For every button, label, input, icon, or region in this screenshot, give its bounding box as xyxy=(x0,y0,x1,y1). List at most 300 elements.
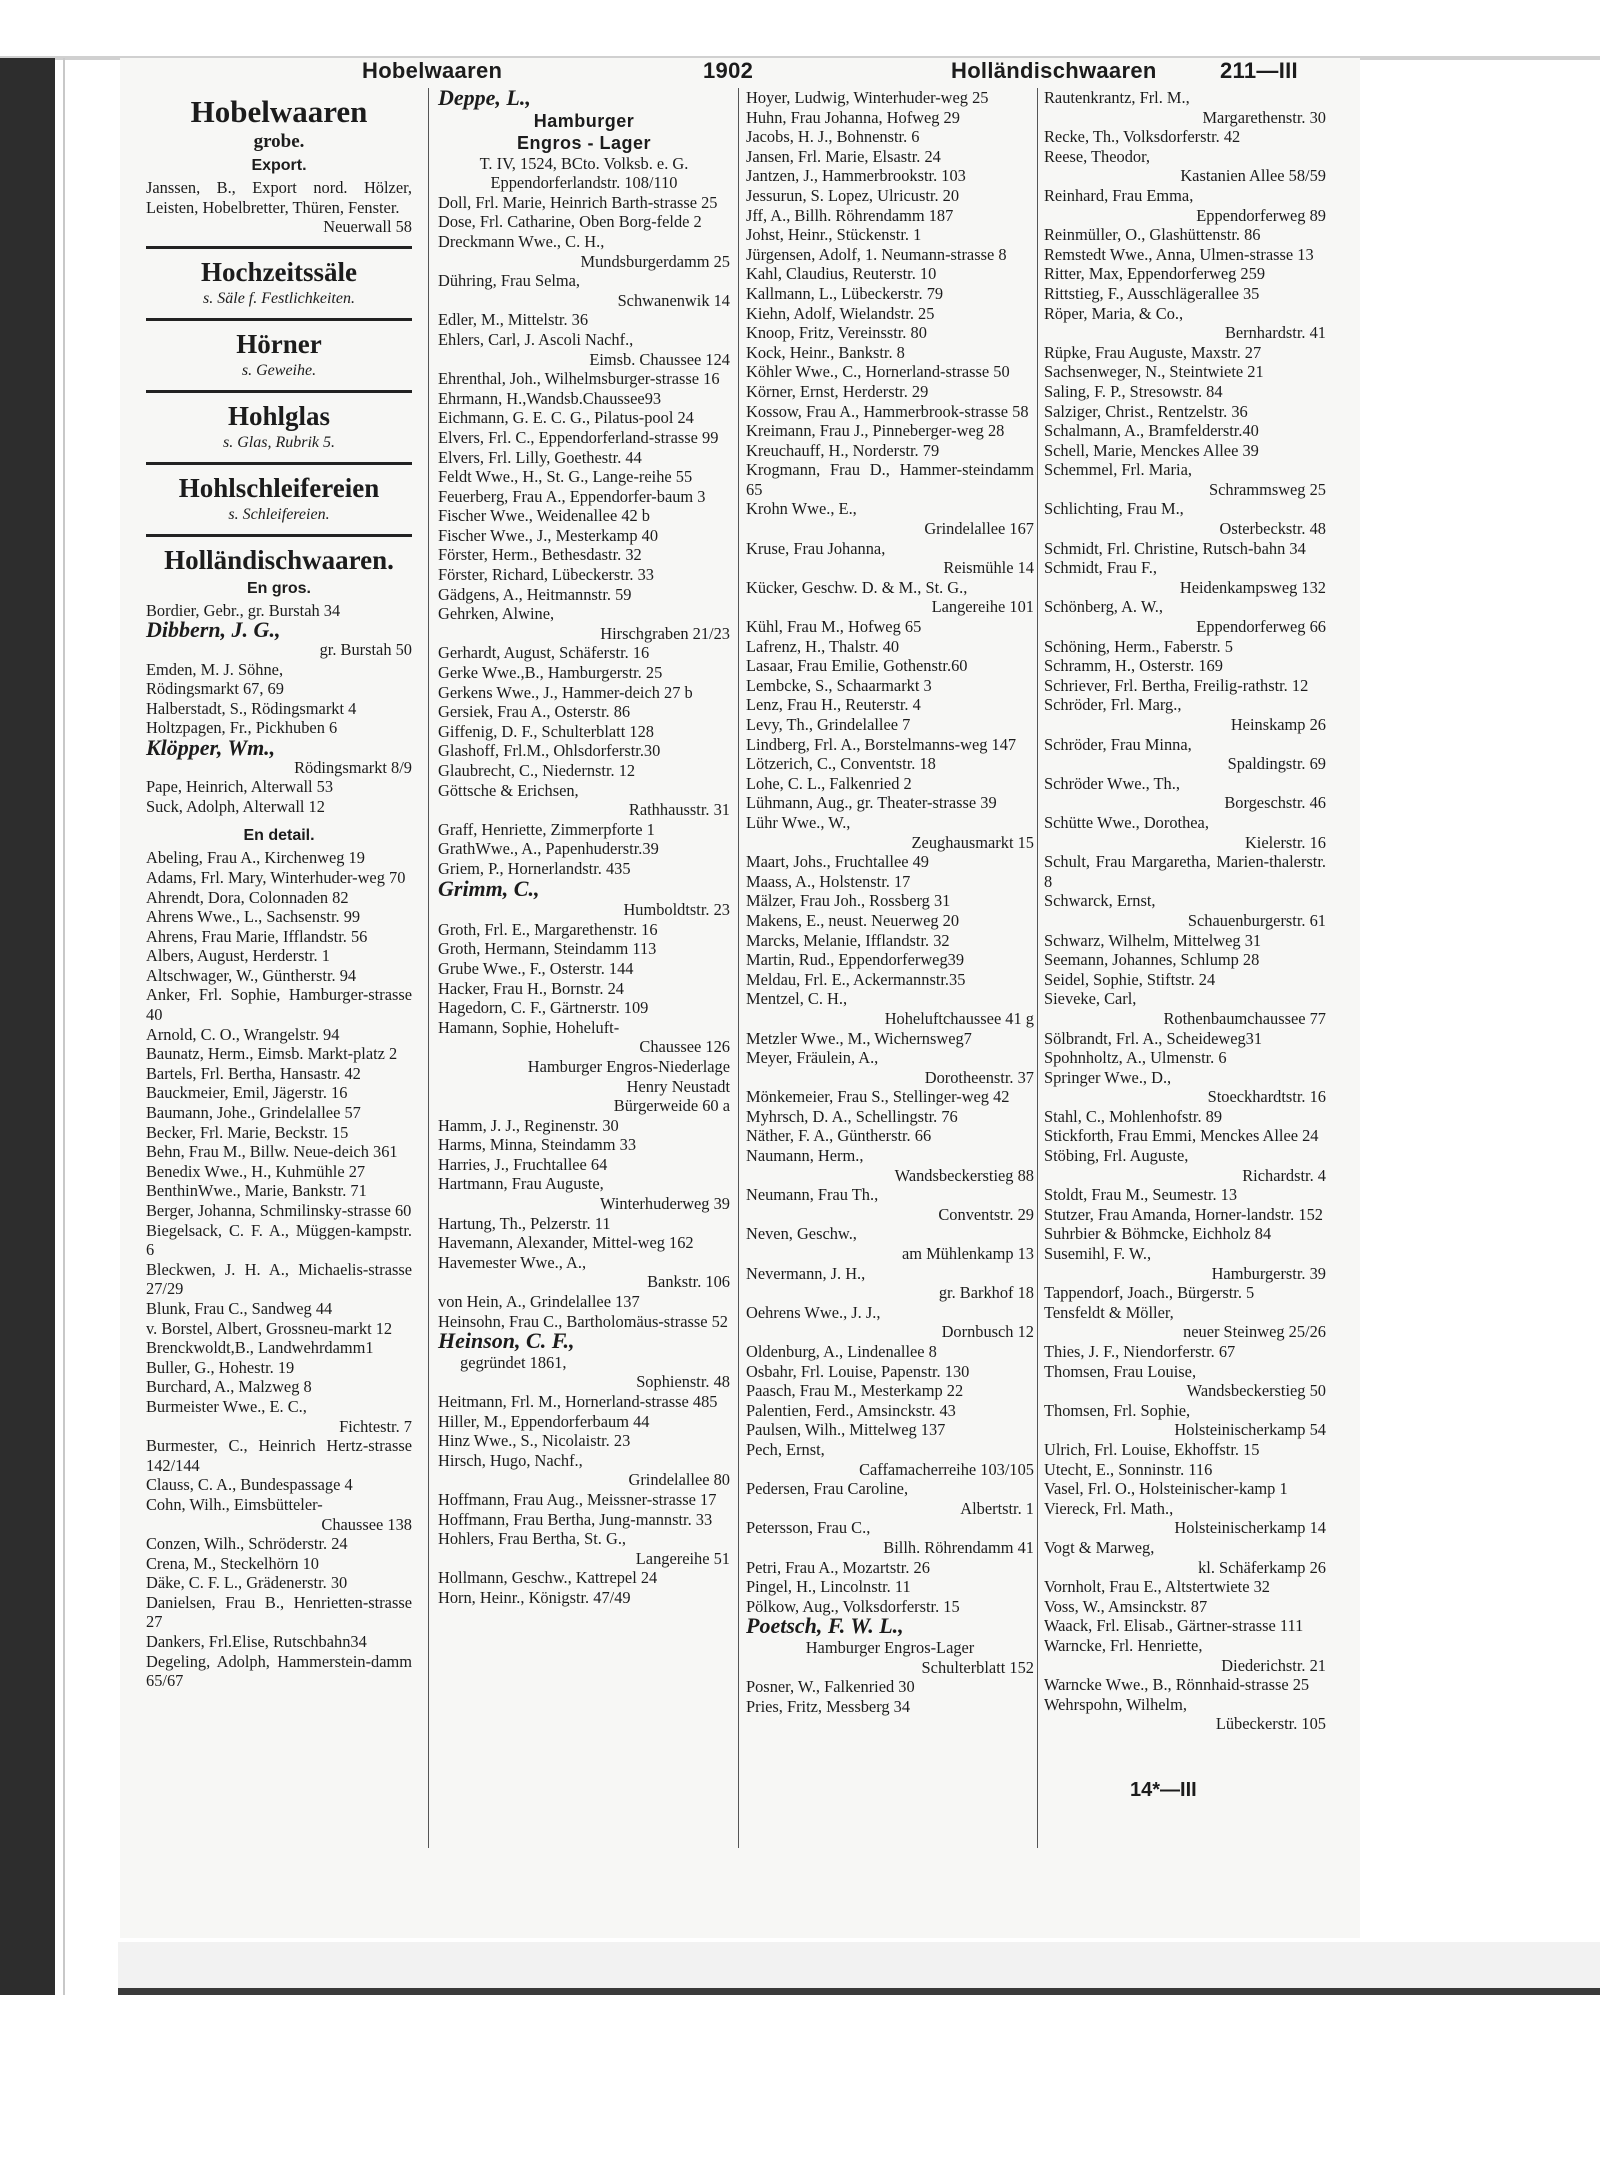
list-item: Waack, Frl. Elisab., Gärtner-strasse 111 xyxy=(1044,1616,1304,1636)
running-head-year: 1902 xyxy=(703,58,754,83)
list-item: Hohlers, Frau Bertha, St. G., xyxy=(438,1529,627,1549)
running-head-right: Holländischwaaren xyxy=(951,58,1157,83)
list-item: gr. Burstah 50 xyxy=(319,639,412,659)
list-item: Kallmann, L., Lübeckerstr. 79 xyxy=(746,283,944,303)
list-item: Spaldingstr. 69 xyxy=(1227,754,1326,774)
list-item: Hamm, J. J., Reginenstr. 30 xyxy=(438,1115,619,1135)
list-item: Baumann, Johe., Grindelallee 57 xyxy=(146,1103,361,1123)
list-item: Reese, Theodor, xyxy=(1044,146,1151,166)
advertiser-name: Grimm, C., xyxy=(438,875,540,901)
list-item: Giffenig, D. F., Schulterblatt 128 xyxy=(438,721,654,741)
list-item: Jacobs, H. J., Bohnenstr. 6 xyxy=(746,127,920,147)
list-item: Blunk, Frau C., Sandweg 44 xyxy=(146,1298,333,1318)
list-item: Crena, M., Steckelhörn 10 xyxy=(146,1553,319,1573)
list-item: Pech, Ernst, xyxy=(746,1439,825,1459)
list-item: Holsteinischerkamp 54 xyxy=(1174,1420,1326,1440)
list-item: Glaubrecht, C., Niedernstr. 12 xyxy=(438,761,636,780)
list-item: Osbahr, Frl. Louise, Papenstr. 130 xyxy=(746,1361,970,1381)
list-item: Mentzel, C. H., xyxy=(746,989,848,1009)
list-item: Elvers, Frl. Lilly, Goethestr. 44 xyxy=(438,447,642,467)
list-item: Rüpke, Frau Auguste, Maxstr. 27 xyxy=(1044,342,1262,362)
list-item: Lenz, Frau H., Reuterstr. 4 xyxy=(746,695,921,715)
list-item: neuer Steinweg 25/26 xyxy=(1183,1322,1326,1342)
list-item: Feldt Wwe., H., St. G., Lange-reihe 55 xyxy=(438,467,693,487)
list-item: Fischer Wwe., J., Mesterkamp 40 xyxy=(438,525,659,545)
list-item: Schwarz, Wilhelm, Mittelweg 31 xyxy=(1044,930,1262,950)
list-item: Meyer, Fräulein, A., xyxy=(746,1048,879,1068)
list-item: Ahrens Wwe., L., Sachsenstr. 99 xyxy=(146,907,361,927)
list-item: Abeling, Frau A., Kirchenweg 19 xyxy=(146,848,365,868)
list-item: Halberstadt, S., Rödingsmarkt 4 xyxy=(146,698,357,718)
list-item: GrathWwe., A., Papenhuderstr.39 xyxy=(438,839,659,859)
list-item: Knoop, Fritz, Vereinsstr. 80 xyxy=(746,323,927,343)
list-item: Harries, J., Fruchtallee 64 xyxy=(438,1154,608,1174)
section-label: Export. xyxy=(251,157,307,174)
list-item: Suhrbier & Böhmcke, Eichholz 84 xyxy=(1044,1224,1272,1244)
list-item: Lühr Wwe., W., xyxy=(746,812,851,832)
list-item: Pingel, H., Lincolnstr. 11 xyxy=(746,1577,911,1597)
list-item: Stöbing, Frl. Auguste, xyxy=(1044,1146,1189,1166)
list-item: Vogt & Marweg, xyxy=(1044,1537,1155,1557)
list-item: Griem, P., Hornerlandstr. 435 xyxy=(438,858,631,878)
entry-list xyxy=(438,1392,730,1608)
list-item: Naumann, Herm., xyxy=(746,1146,864,1166)
list-item: Danielsen, Frau B., Henrietten-strasse 27 xyxy=(146,1592,412,1632)
scan-bottom-strip xyxy=(118,1942,1600,1992)
list-item: Stahl, C., Mohlenhofstr. 89 xyxy=(1044,1106,1223,1126)
list-item: Marcks, Melanie, Ifflandstr. 32 xyxy=(746,930,950,950)
list-item: Rathhausstr. 31 xyxy=(628,800,730,820)
list-item: Holtzpagen, Fr., Pickhuben 6 xyxy=(146,718,338,738)
list-item: Bernhardstr. 41 xyxy=(1224,323,1326,343)
list-item: Eimsb. Chaussee 124 xyxy=(589,349,730,369)
list-item: Hamburger Engros-Niederlage xyxy=(527,1056,730,1076)
column-rule xyxy=(428,88,429,1848)
list-item: am Mühlenkamp 13 xyxy=(901,1244,1034,1264)
list-item: Havemann, Alexander, Mittel-weg 162 xyxy=(438,1233,694,1253)
list-item: Schwanenwik 14 xyxy=(617,290,730,310)
list-item: Krogmann, Frau D., Hammer-steindamm 65 xyxy=(746,460,1034,499)
list-item: Voss, W., Amsinckstr. 87 xyxy=(1044,1596,1208,1616)
list-item-address: Eppendorferlandstr. 108/110 xyxy=(490,173,678,193)
list-item: Ahrendt, Dora, Colonnaden 82 xyxy=(146,887,349,907)
list-item: Paasch, Frau M., Mesterkamp 22 xyxy=(746,1381,964,1401)
list-item: Oldenburg, A., Lindenallee 8 xyxy=(746,1342,937,1361)
list-item: Adams, Frl. Mary, Winterhuder-weg 70 xyxy=(146,867,406,887)
list-item: Jff, A., Billh. Röhrendamm 187 xyxy=(746,205,954,225)
list-item: Klöpper, Wm., xyxy=(146,734,276,760)
list-item: Rödingsmarkt 67, 69 xyxy=(146,679,284,699)
list-item-address: Humboldtstr. 23 xyxy=(623,900,730,920)
binding-gutter-line xyxy=(63,58,65,1995)
cross-reference: s. Säle f. Festlichkeiten. xyxy=(203,289,355,307)
list-item: Lohe, C. L., Falkenried 2 xyxy=(746,773,912,793)
list-item: Utecht, E., Sonninstr. 116 xyxy=(1044,1459,1213,1479)
list-item: Hoffmann, Frau Bertha, Jung-mannstr. 33 xyxy=(438,1509,713,1529)
list-item-address: Neuerwall 58 xyxy=(323,217,412,237)
list-item: Diederichstr. 21 xyxy=(1221,1655,1326,1675)
list-item: Stoeckhardtstr. 16 xyxy=(1207,1087,1326,1107)
list-item: Kruse, Frau Johanna, xyxy=(746,538,886,558)
list-item: Eppendorferweg 66 xyxy=(1196,617,1326,637)
list-item: Warncke Wwe., B., Rönnhaid-strasse 25 xyxy=(1044,1675,1310,1695)
page-number: 14*—III xyxy=(1130,1779,1197,1801)
list-item: Recke, Th., Volksdorferstr. 42 xyxy=(1044,127,1241,147)
list-item: Palentien, Ferd., Amsinckstr. 43 xyxy=(746,1400,956,1420)
section-heading: Holländischwaaren. xyxy=(164,544,394,575)
list-item: Wehrspohn, Wilhelm, xyxy=(1044,1694,1187,1714)
list-item: Kühl, Frau M., Hofweg 65 xyxy=(746,617,922,637)
list-item: Gersiek, Frau A., Osterstr. 86 xyxy=(438,702,631,722)
list-item: Benedix Wwe., H., Kuhmühle 27 xyxy=(146,1161,366,1181)
list-item: Levy, Th., Grindelallee 7 xyxy=(746,715,911,734)
list-item: Förster, Richard, Lübeckerstr. 33 xyxy=(438,565,655,585)
list-item: Vornholt, Frau E., Altstertwiete 32 xyxy=(1044,1577,1270,1597)
list-item: Burchard, A., Malzweg 8 xyxy=(146,1377,312,1397)
list-item: Bartels, Frl. Bertha, Hansastr. 42 xyxy=(146,1063,361,1083)
list-item: Däke, C. F. L., Grädenerstr. 30 xyxy=(146,1573,348,1593)
list-item: Schröder Wwe., Th., xyxy=(1044,773,1180,793)
list-item: gr. Barkhof 18 xyxy=(938,1283,1034,1303)
list-item: Thies, J. F., Niendorferstr. 67 xyxy=(1044,1342,1236,1361)
list-item: Fichtestr. 7 xyxy=(339,1416,412,1436)
list-item: Schröder, Frau Minna, xyxy=(1044,734,1192,754)
list-item: Ehlers, Carl, J. Ascoli Nachf., xyxy=(438,329,634,349)
list-item: Hamburgerstr. 39 xyxy=(1211,1263,1326,1283)
list-item: Chaussee 138 xyxy=(321,1514,412,1534)
list-item: Petri, Frau A., Mozartstr. 26 xyxy=(746,1557,930,1577)
list-item: Jessurun, S. Lopez, Ulricustr. 20 xyxy=(746,185,960,205)
engros-list xyxy=(146,601,412,817)
list-item: Groth, Frl. E., Margarethenstr. 16 xyxy=(438,919,658,939)
list-item: Kahl, Claudius, Reuterstr. 10 xyxy=(746,264,937,284)
list-item: Sieveke, Carl, xyxy=(1044,989,1137,1009)
list-item: Jantzen, J., Hammerbrookstr. 103 xyxy=(746,166,966,186)
list-item: Altschwager, W., Güntherstr. 94 xyxy=(146,965,357,985)
list-item: Feuerberg, Frau A., Eppendorfer-baum 3 xyxy=(438,486,706,506)
list-item: von Hein, A., Grindelallee 137 xyxy=(438,1292,640,1312)
list-item: Eppendorferweg 89 xyxy=(1196,205,1326,225)
entry-list xyxy=(746,1677,1034,1716)
list-item: Billh. Röhrendamm 41 xyxy=(883,1537,1034,1557)
section-label: En detail. xyxy=(243,827,315,845)
list-item: Graff, Henriette, Zimmerpforte 1 xyxy=(438,819,655,839)
list-item: Kock, Heinr., Bankstr. 8 xyxy=(746,342,905,362)
entry-list xyxy=(746,88,1034,1616)
list-item: Gehrken, Alwine, xyxy=(438,604,555,624)
list-item: Lühmann, Aug., gr. Theater-strasse 39 xyxy=(746,793,997,813)
list-item: Hinz Wwe., S., Nicolaistr. 23 xyxy=(438,1431,631,1451)
list-item: Holsteinischerkamp 14 xyxy=(1174,1518,1326,1538)
list-item: Richardstr. 4 xyxy=(1242,1165,1326,1185)
list-item: Berger, Johanna, Schmilinsky-strasse 60 xyxy=(146,1201,412,1220)
list-item: Hoheluftchaussee 41 g xyxy=(884,1008,1034,1028)
list-item: Meldau, Frl. E., Ackermannstr.35 xyxy=(746,969,966,989)
list-item: Langereihe 51 xyxy=(635,1548,730,1568)
list-item: Schell, Marie, Menckes Allee 39 xyxy=(1044,440,1259,460)
running-head-page: 211—III xyxy=(1220,58,1298,83)
column-2 xyxy=(438,85,730,1608)
list-item: Doll, Frl. Marie, Heinrich Barth-strasse 25 xyxy=(438,192,718,212)
list-item: Myhrsch, D. A., Schellingstr. 76 xyxy=(746,1106,958,1126)
list-item: Dornbusch 12 xyxy=(941,1322,1034,1342)
list-item-detail: T. IV, 1524, BCto. Volksb. e. G. xyxy=(479,153,689,173)
list-item: Grindelallee 167 xyxy=(924,519,1034,539)
list-item: Kossow, Frau A., Hammerbrook-strasse 58 xyxy=(746,401,1029,421)
list-item: Susemihl, F. W., xyxy=(1044,1244,1152,1264)
list-item: Harms, Minna, Steindamm 33 xyxy=(438,1135,637,1155)
section-divider xyxy=(146,534,412,537)
list-item: Schrammsweg 25 xyxy=(1209,479,1326,499)
list-item: Bürgerweide 60 a xyxy=(613,1096,730,1116)
list-item: Kastanien Allee 58/59 xyxy=(1180,166,1326,186)
list-item: Osterbeckstr. 48 xyxy=(1219,519,1326,539)
list-item: Schlichting, Frau M., xyxy=(1044,499,1184,519)
list-item: Schmidt, Frl. Christine, Rutsch-bahn 34 xyxy=(1044,538,1306,558)
list-item: Ritter, Max, Eppendorferweg 259 xyxy=(1044,264,1266,284)
column-1 xyxy=(146,88,412,1691)
list-item: Rautenkrantz, Frl. M., xyxy=(1044,88,1190,107)
list-item: Krohn Wwe., E., xyxy=(746,499,857,519)
advertiser-name: Heinson, C. F., xyxy=(438,1328,575,1354)
list-item: Tappendorf, Joach., Bürgerstr. 5 xyxy=(1044,1283,1255,1303)
detail-list xyxy=(146,848,412,1691)
list-item: Hiller, M., Eppendorferbaum 44 xyxy=(438,1411,650,1431)
list-item: Petersson, Frau C., xyxy=(746,1518,871,1538)
list-item: Kiehn, Adolf, Wielandstr. 25 xyxy=(746,303,935,323)
list-item: Wandsbeckerstieg 50 xyxy=(1186,1381,1326,1401)
section-heading: Hohlschleifereien xyxy=(178,472,380,503)
list-item: Gädgens, A., Heitmannstr. 59 xyxy=(438,584,632,604)
list-item: Jürgensen, Adolf, 1. Neumann-strasse 8 xyxy=(746,244,1007,264)
list-item: Bauckmeier, Emil, Jägerstr. 16 xyxy=(146,1083,348,1103)
list-item: Lafrenz, H., Thalstr. 40 xyxy=(746,636,900,656)
section-subheading: grobe. xyxy=(253,131,305,152)
list-item: Becker, Frl. Marie, Beckstr. 15 xyxy=(146,1122,349,1142)
list-item: Paulsen, Wilh., Mittelweg 137 xyxy=(746,1420,946,1440)
list-item: Förster, Herm., Bethesdastr. 32 xyxy=(438,545,642,565)
list-item: Stutzer, Frau Amanda, Horner-landstr. 152 xyxy=(1044,1204,1323,1224)
list-item: Lembcke, S., Schaarmarkt 3 xyxy=(746,675,932,695)
list-item: Mälzer, Frau Joh., Rossberg 31 xyxy=(746,891,951,911)
list-item: Makens, E., neust. Neuerweg 20 xyxy=(746,910,960,930)
list-item: Kreimann, Frau J., Pinneberger-weg 28 xyxy=(746,421,1005,441)
list-item: Caffamacherreihe 103/105 xyxy=(859,1459,1034,1479)
list-item: Sölbrandt, Frl. A., Scheideweg31 xyxy=(1044,1028,1263,1048)
list-item: Warncke, Frl. Henriette, xyxy=(1044,1635,1203,1655)
section-heading: Hobelwaaren xyxy=(190,94,368,129)
list-item: BenthinWwe., Marie, Bankstr. 71 xyxy=(146,1181,367,1201)
list-item: Burmester, C., Heinrich Hertz-strasse 142/144 xyxy=(146,1436,412,1475)
list-item: Hoffmann, Frau Aug., Meissner-strasse 17 xyxy=(438,1489,717,1509)
list-item: Schöning, Herm., Faberstr. 5 xyxy=(1044,636,1233,656)
list-item: Sachsenweger, N., Steintwiete 21 xyxy=(1044,362,1264,382)
list-item: Anker, Frl. Sophie, Hamburger-strasse 40 xyxy=(146,985,412,1025)
list-item: Chaussee 126 xyxy=(639,1037,730,1057)
list-item: Lindberg, Frl. A., Borstelmanns-weg 147 xyxy=(746,734,1017,754)
list-item: Stoldt, Frau M., Seumestr. 13 xyxy=(1044,1185,1238,1205)
list-item: Dreckmann Wwe., C. H., xyxy=(438,231,605,251)
list-item: Schult, Frau Margaretha, Marien-thalerstr. 8 xyxy=(1044,852,1326,891)
column-rule xyxy=(738,88,739,1848)
list-item: Grindelallee 80 xyxy=(628,1470,730,1490)
list-item: Dühring, Frau Selma, xyxy=(438,271,581,291)
list-item: Pape, Heinrich, Alterwall 53 xyxy=(146,777,334,797)
list-item-detail: gegründet 1861, xyxy=(460,1352,567,1372)
list-item: Maart, Johs., Fruchtallee 49 xyxy=(746,852,929,872)
list-item: Huhn, Frau Johanna, Hofweg 29 xyxy=(746,107,960,127)
list-item: Groth, Hermann, Steindamm 113 xyxy=(438,939,657,959)
list-item: Kücker, Geschw. D. & M., St. G., xyxy=(746,577,968,597)
list-item: Hacker, Frau H., Bornstr. 24 xyxy=(438,978,624,998)
list-item: Conzen, Wilh., Schröderstr. 24 xyxy=(146,1534,348,1554)
list-item: Baunatz, Herm., Eimsb. Markt-platz 2 xyxy=(146,1044,398,1064)
list-item: Clauss, C. A., Bundespassage 4 xyxy=(146,1475,353,1495)
list-item: Spohnholtz, A., Ulmenstr. 6 xyxy=(1044,1048,1227,1068)
list-item: Borgeschstr. 46 xyxy=(1224,793,1326,813)
list-item: Nevermann, J. H., xyxy=(746,1263,866,1283)
list-item: Tensfeldt & Möller, xyxy=(1044,1302,1174,1322)
list-item: Seemann, Johannes, Schlump 28 xyxy=(1044,950,1260,970)
list-item: Dankers, Frl.Elise, Rutschbahn34 xyxy=(146,1632,367,1652)
list-item: Wandsbeckerstieg 88 xyxy=(894,1165,1034,1185)
list-item-address: Sophienstr. 48 xyxy=(636,1372,730,1392)
list-item: Posner, W., Falkenried 30 xyxy=(746,1677,915,1697)
list-item: Näther, F. A., Güntherstr. 66 xyxy=(746,1126,932,1146)
list-item: Ehrenthal, Joh., Wilhelmsburger-strasse 16 xyxy=(438,369,720,389)
list-item: Pries, Fritz, Messberg 34 xyxy=(746,1696,911,1716)
list-item: Hoyer, Ludwig, Winterhuder-weg 25 xyxy=(746,88,989,107)
list-item: Röper, Maria, & Co., xyxy=(1044,303,1184,323)
section-divider xyxy=(146,390,412,393)
list-item: Heitmann, Frl. M., Hornerland-strasse 485 xyxy=(438,1392,718,1411)
list-item: Stickforth, Frau Emmi, Menckes Allee 24 xyxy=(1044,1126,1319,1146)
list-item: Reinmüller, O., Glashüttenstr. 86 xyxy=(1044,225,1261,245)
list-item: Pedersen, Frau Caroline, xyxy=(746,1479,909,1499)
list-item: Gerhardt, August, Schäferstr. 16 xyxy=(438,643,650,663)
list-item: Heinsohn, Frau C., Bartholomäus-strasse 52 xyxy=(438,1311,728,1331)
list-item: v. Borstel, Albert, Grossneu-markt 12 xyxy=(146,1318,393,1338)
list-item: Elvers, Frl. C., Eppendorferland-strasse 99 xyxy=(438,427,719,447)
list-item: Springer Wwe., D., xyxy=(1044,1067,1172,1087)
list-item: Cohn, Wilh., Eimsbütteler- xyxy=(146,1494,323,1514)
list-item: Metzler Wwe., M., Wichernsweg7 xyxy=(746,1028,972,1048)
list-item: Degeling, Adolph, Hammerstein-damm 65/67 xyxy=(146,1651,412,1691)
list-item: Glashoff, Frl.M., Ohlsdorferstr.30 xyxy=(438,741,661,761)
column-4 xyxy=(1044,88,1326,1734)
list-item: Suck, Adolph, Alterwall 12 xyxy=(146,796,325,816)
firm-title: Engros - Lager xyxy=(516,132,652,153)
list-item: Körner, Ernst, Herderstr. 29 xyxy=(746,381,929,401)
list-item: Hollmann, Geschw., Kattrepel 24 xyxy=(438,1568,658,1588)
list-item: Mundsburgerdamm 25 xyxy=(580,251,730,271)
list-item: Maass, A., Holstenstr. 17 xyxy=(746,871,911,891)
entry-list xyxy=(438,920,730,1331)
list-item: Winterhuderweg 39 xyxy=(600,1194,730,1214)
list-item: Hirschgraben 21/23 xyxy=(600,623,730,643)
list-item: Rothenbaumchaussee 77 xyxy=(1163,1008,1326,1028)
list-item: Vasel, Frl. O., Holsteinischer-kamp 1 xyxy=(1044,1479,1288,1499)
section-heading: Hohlglas xyxy=(227,400,331,431)
list-item: Schütte Wwe., Dorothea, xyxy=(1044,812,1209,832)
list-item: Hamann, Sophie, Hoheluft- xyxy=(438,1017,620,1037)
list-item: Johst, Heinr., Stückenstr. 1 xyxy=(746,225,922,245)
scan-bottom-bar xyxy=(118,1988,1600,1995)
list-item: Schwarck, Ernst, xyxy=(1044,891,1156,911)
list-item: Bleckwen, J. H. A., Michaelis-strasse 27/29 xyxy=(146,1259,412,1299)
list-item: Henry Neustadt xyxy=(626,1076,730,1096)
list-item: Gerkens Wwe., J., Hammer-deich 27 b xyxy=(438,682,693,702)
list-item: Dorotheenstr. 37 xyxy=(924,1067,1034,1087)
entry-list xyxy=(438,193,730,879)
list-item: Hartmann, Frau Auguste, xyxy=(438,1174,604,1194)
list-item: Ahrens, Frau Marie, Ifflandstr. 56 xyxy=(146,926,368,946)
list-item: Havemester Wwe., A., xyxy=(438,1252,587,1272)
list-item: Lasaar, Frau Emilie, Gothenstr.60 xyxy=(746,656,968,676)
list-item: Kielerstr. 16 xyxy=(1244,832,1326,852)
list-item: Eichmann, G. E. C. G., Pilatus-pool 24 xyxy=(438,408,694,428)
list-item-detail: Hamburger Engros-Lager xyxy=(805,1637,975,1657)
advertiser-name: Deppe, L., xyxy=(438,85,531,110)
list-item: Burmeister Wwe., E. C., xyxy=(146,1396,307,1416)
list-item: Schauenburgerstr. 61 xyxy=(1187,910,1326,930)
list-item: Schramm, H., Osterstr. 169 xyxy=(1044,656,1223,676)
list-item: Schemmel, Frl. Maria, xyxy=(1044,460,1192,480)
list-item: Schalmann, A., Bramfelderstr.40 xyxy=(1044,421,1259,441)
list-item: Schönberg, A. W., xyxy=(1044,597,1163,617)
list-item: Göttsche & Erichsen, xyxy=(438,780,579,800)
list-item: Lübeckerstr. 105 xyxy=(1215,1714,1326,1734)
list-item: Grube Wwe., F., Osterstr. 144 xyxy=(438,958,634,978)
list-item: Heinskamp 26 xyxy=(1230,715,1326,734)
list-item: Hagedorn, C. F., Gärtnerstr. 109 xyxy=(438,998,649,1018)
list-item: Thomsen, Frau Louise, xyxy=(1044,1361,1197,1381)
column-3 xyxy=(746,88,1034,1716)
list-item: Albers, August, Herderstr. 1 xyxy=(146,946,330,966)
list-item: Gerke Wwe.,B., Hamburgerstr. 25 xyxy=(438,663,663,683)
list-item: Hartung, Th., Pelzerstr. 11 xyxy=(438,1213,611,1233)
list-item: Reinhard, Frau Emma, xyxy=(1044,185,1194,205)
list-item: Thomsen, Frl. Sophie, xyxy=(1044,1400,1191,1420)
list-item: Langereihe 101 xyxy=(931,597,1034,617)
list-item: Schmidt, Frau F., xyxy=(1044,558,1157,578)
list-item: Dibbern, J. G., xyxy=(146,617,281,643)
list-item: Conventstr. 29 xyxy=(938,1204,1034,1224)
column-rule xyxy=(1037,88,1038,1848)
list-item: Reismühle 14 xyxy=(943,558,1034,578)
list-item: Bankstr. 106 xyxy=(647,1272,730,1292)
cross-reference: s. Glas, Rubrik 5. xyxy=(223,433,335,451)
list-item: Martin, Rud., Eppendorferweg39 xyxy=(746,950,965,970)
list-item: Brenckwoldt,B., Landwehrdamm1 xyxy=(146,1338,374,1358)
list-item: Buller, G., Hohestr. 19 xyxy=(146,1357,295,1377)
book-binding-edge xyxy=(0,58,55,1995)
list-item: Ehrmann, H.,Wandsb.Chaussee93 xyxy=(438,388,662,408)
list-item: Jansen, Frl. Marie, Elsastr. 24 xyxy=(746,146,941,166)
list-item: Ulrich, Frl. Louise, Ekhoffstr. 15 xyxy=(1044,1439,1260,1459)
entry-list xyxy=(1044,88,1326,1734)
list-item: Schriever, Frl. Bertha, Freilig-rathstr. 12 xyxy=(1044,675,1309,695)
list-item: Pölkow, Aug., Volksdorferstr. 15 xyxy=(746,1596,960,1616)
list-item: Mönkemeier, Frau S., Stellinger-weg 42 xyxy=(746,1087,1010,1107)
cross-reference: s. Geweihe. xyxy=(241,361,317,379)
list-item: Edler, M., Mittelstr. 36 xyxy=(438,310,589,330)
section-heading: Hörner xyxy=(236,328,322,359)
list-item: Oehrens Wwe., J. J., xyxy=(746,1302,881,1322)
list-item: Biegelsack, C. F. A., Müggen-kampstr. 6 xyxy=(146,1220,412,1260)
list-item: Schröder, Frl. Marg., xyxy=(1044,695,1182,715)
list-item: Margarethenstr. 30 xyxy=(1202,107,1326,127)
